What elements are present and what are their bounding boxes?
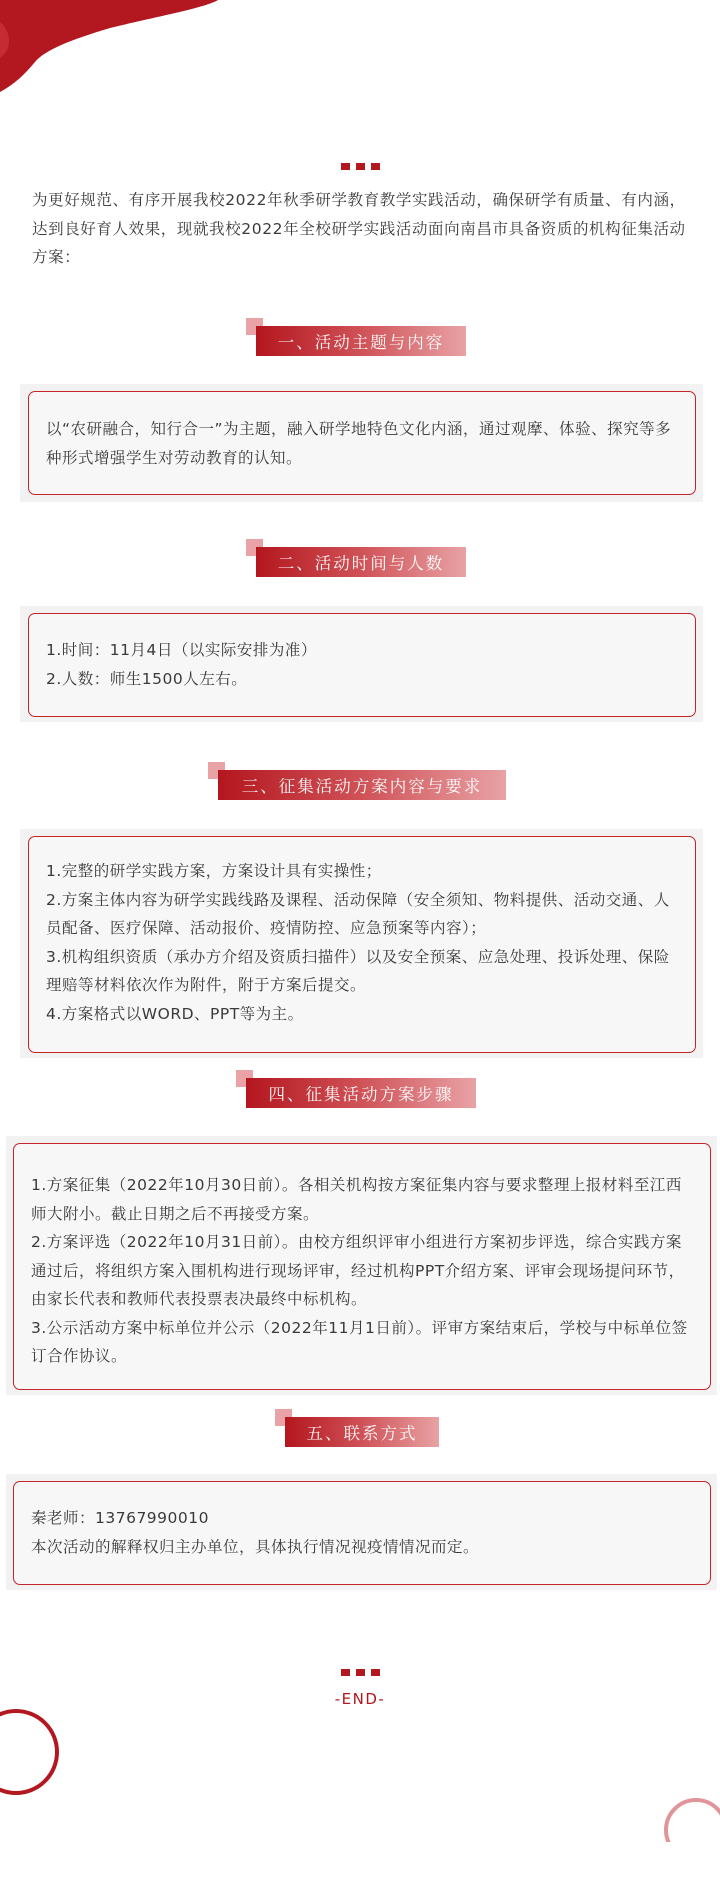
section-3-line-4: 4.方案格式以WORD、PPT等为主。: [46, 1004, 304, 1023]
section-3-line-3: 3.机构组织资质（承办方介绍及资质扫描件）以及安全预案、应急处理、投诉处理、保险理赔等材料依次作为附件，附于方案后提交。: [46, 947, 670, 994]
divider-dots-end: [0, 1669, 720, 1676]
section-card-3: [28, 836, 696, 1053]
section-heading-2-text: 二、活动时间与人数: [256, 547, 466, 577]
section-2-line-1: 1.时间：11月4日（以实际安排为准）: [46, 641, 317, 659]
section-card-4: [13, 1143, 711, 1390]
section-3-line-2: 2.方案主体内容为研学实践线路及课程、活动保障（安全须知、物料提供、活动交通、人员配备、医疗保障、活动报价、疫情防控、应急预案等内容）；: [46, 890, 670, 937]
section-heading-5: [275, 1409, 439, 1447]
end-marker: -END-: [334, 1690, 386, 1708]
section-heading-1: [246, 318, 466, 356]
section-card-5: [13, 1481, 711, 1585]
section-3-line-1: 1.完整的研学实践方案，方案设计具有实操性；: [46, 862, 382, 880]
section-4-line-2: 2.方案评选（2022年10月31日前）。由校方组织评审小组进行方案初步评选，综合实践方案通过后，将组织方案入围机构进行现场评审，经过机构PPT介绍方案、评审会现场提问环节，由家长代表和教师代表投票表决最终中标机构。: [31, 1233, 685, 1308]
section-card-2: [28, 613, 696, 717]
section-heading-2: [246, 539, 466, 577]
section-heading-4-text: 四、征集活动方案步骤: [246, 1078, 476, 1108]
divider-dots-top: [0, 163, 720, 170]
section-heading-3: [208, 762, 506, 800]
section-4-line-1: 1.方案征集（2022年10月30日前）。各相关机构按方案征集内容与要求整理上报材料至江西师大附小。截止日期之后不再接受方案。: [31, 1176, 682, 1223]
top-wave-decoration: [0, 0, 220, 96]
ring-decoration-left: [0, 1700, 70, 1804]
section-4-line-3: 3.公示活动方案中标单位并公示（2022年11月1日前）。评审方案结束后，学校与中标单位签订合作协议。: [31, 1318, 688, 1365]
section-5-line-2: 本次活动的解释权归主办单位，具体执行情况视疫情情况而定。: [31, 1537, 480, 1556]
intro-paragraph: 为更好规范、有序开展我校2022年秋季研学教育教学实践活动，确保研学有质量、有内涵，达到良好育人效果，现就我校2022年全校研学实践活动面向南昌市具备资质的机构征集活动方案：: [32, 191, 686, 266]
section-heading-1-text: 一、活动主题与内容: [256, 326, 466, 356]
section-2-line-2: 2.人数：师生1500人左右。: [46, 669, 248, 688]
section-heading-4: [236, 1070, 476, 1108]
section-5-line-1: 秦老师：13767990010: [31, 1509, 209, 1527]
section-heading-5-text: 五、联系方式: [285, 1417, 439, 1447]
section-1-line-1: 以“农研融合，知行合一”为主题，融入研学地特色文化内涵，通过观摩、体验、探究等多种形式增强学生对劳动教育的认知。: [46, 420, 672, 467]
section-heading-3-text: 三、征集活动方案内容与要求: [218, 770, 506, 800]
ring-decoration-right: [658, 1782, 720, 1842]
section-card-1: [28, 391, 696, 495]
